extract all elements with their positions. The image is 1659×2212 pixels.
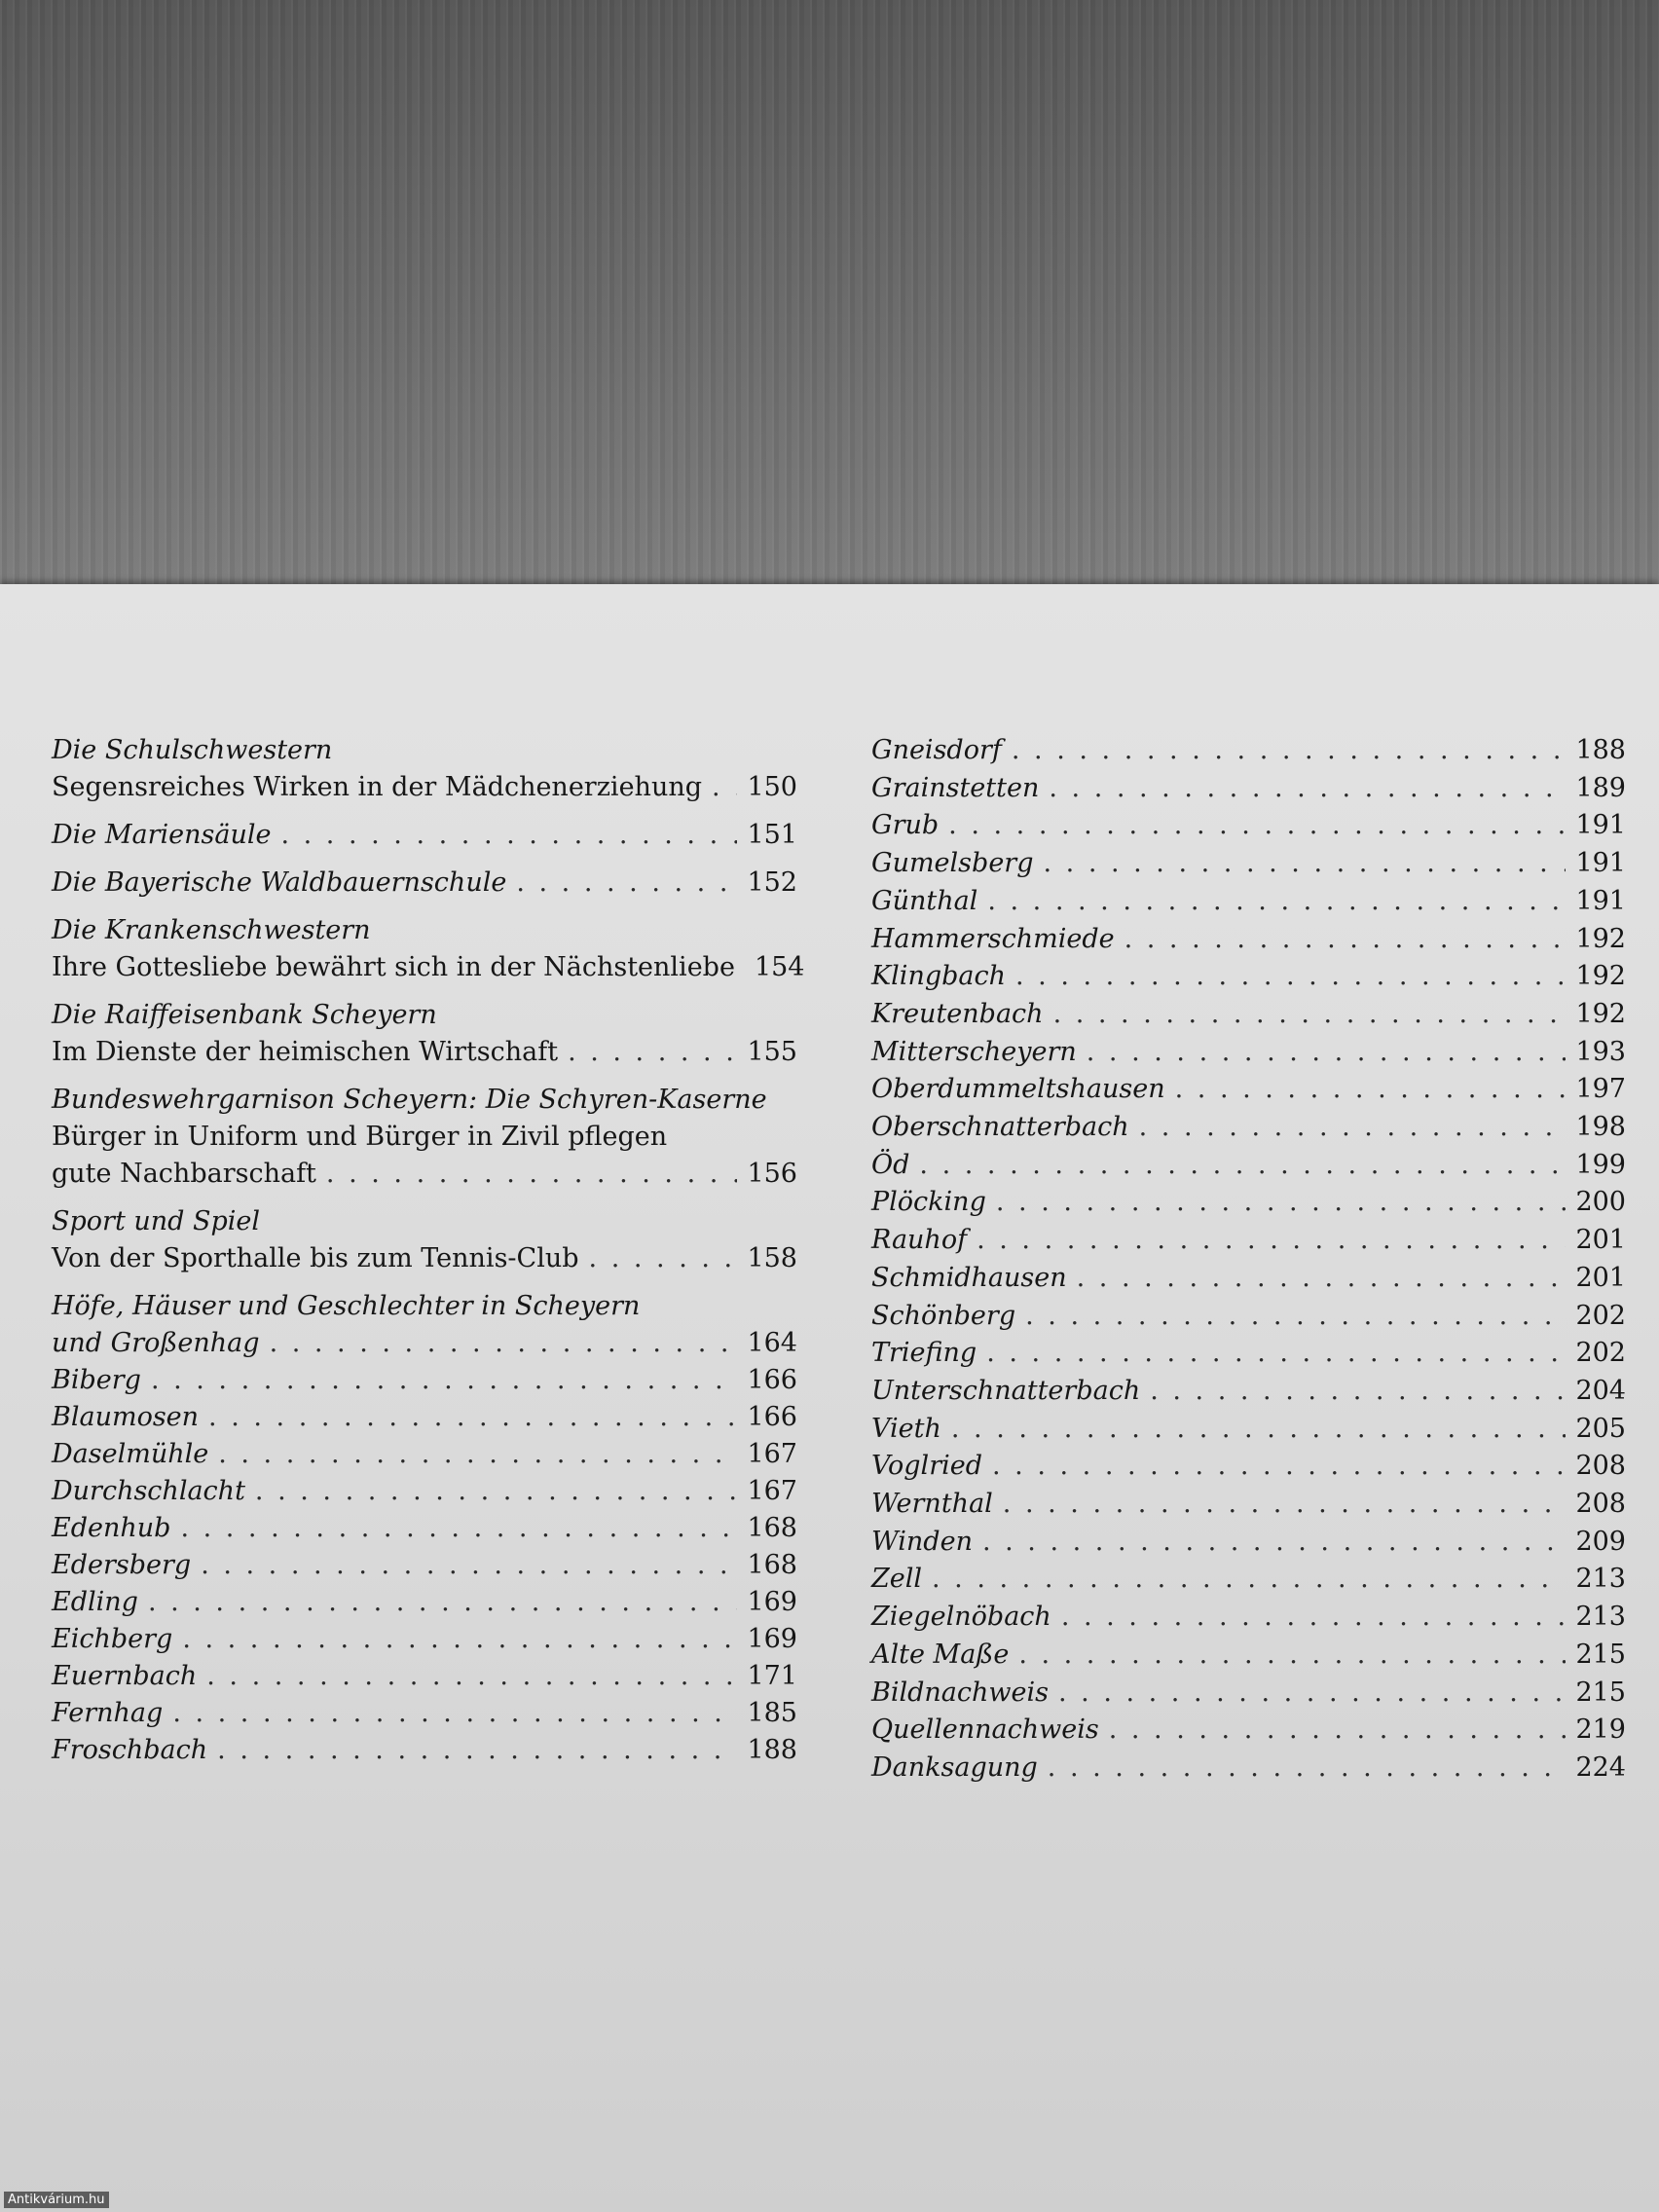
- entry-line: [871, 1448, 1626, 1486]
- toc-entry: [52, 817, 797, 854]
- dot-leader: [996, 1184, 1567, 1222]
- dot-leader: [270, 1325, 738, 1362]
- toc-entry: [871, 1561, 1626, 1599]
- entry-label: Zell: [871, 1564, 923, 1595]
- toc-entry: [52, 732, 797, 806]
- dot-leader: [1003, 1486, 1567, 1524]
- entry-line: [871, 1524, 1626, 1562]
- entry-label: Daselmühle: [52, 1439, 209, 1469]
- toc-entry: [871, 1712, 1626, 1750]
- entry-line: [871, 996, 1626, 1034]
- dot-leader: [218, 1436, 737, 1473]
- page-number: 215: [1575, 1677, 1626, 1708]
- entry-line: [52, 1325, 797, 1362]
- toc-entry: [871, 1524, 1626, 1562]
- page-number: 191: [1575, 810, 1626, 841]
- entry-line: [52, 1156, 797, 1193]
- toc-entry: [871, 807, 1626, 845]
- entry-label: Plöcking: [871, 1187, 986, 1218]
- entry-line: [52, 1732, 797, 1769]
- toc-entry: [871, 921, 1626, 959]
- entry-line: [52, 1399, 797, 1436]
- dot-leader: [987, 883, 1566, 921]
- entry-line: [871, 807, 1626, 845]
- entry-label: Edersberg: [52, 1550, 192, 1580]
- entry-label: Edenhub: [52, 1513, 171, 1543]
- page-number: 169: [747, 1587, 797, 1617]
- dot-leader: [172, 1695, 737, 1732]
- dot-leader: [1109, 1712, 1567, 1750]
- dot-leader: [1012, 732, 1567, 770]
- page-number: 213: [1575, 1602, 1626, 1633]
- page-number: 224: [1575, 1751, 1626, 1783]
- dot-leader: [1025, 1298, 1566, 1336]
- entry-line: [871, 1599, 1626, 1637]
- toc-entry: [871, 1411, 1626, 1449]
- entry-label: Froschbach: [52, 1735, 208, 1765]
- entry-line: [871, 770, 1626, 808]
- page-number: 166: [747, 1365, 797, 1395]
- page-number: 154: [754, 952, 805, 982]
- entry-label: Eichberg: [52, 1624, 173, 1654]
- toc-entry: [52, 1436, 797, 1473]
- toc-entry: [871, 1147, 1626, 1185]
- entry-label: Gneisdorf: [871, 735, 1002, 765]
- toc-entry: [871, 1222, 1626, 1260]
- toc-entry: [871, 1260, 1626, 1298]
- page-number: 192: [1575, 998, 1626, 1029]
- dot-leader: [977, 1222, 1566, 1260]
- entry-label: Günthal: [871, 885, 978, 916]
- toc-entry: [52, 1584, 797, 1621]
- entry-line: [871, 845, 1626, 883]
- entry-line: [871, 883, 1626, 921]
- toc-column-left: [52, 732, 805, 1769]
- dot-leader: [992, 1448, 1566, 1486]
- toc-entry: [871, 1750, 1626, 1788]
- entry-line: [52, 1034, 797, 1071]
- toc-entry: [52, 1399, 797, 1436]
- page-number: 156: [747, 1159, 797, 1189]
- entry-label: Oberschnatterbach: [871, 1112, 1129, 1143]
- page-number: 167: [747, 1439, 797, 1469]
- page-number: 213: [1575, 1564, 1626, 1595]
- page-number: 205: [1575, 1413, 1626, 1444]
- page-number: 155: [747, 1037, 797, 1067]
- entry-line: [871, 921, 1626, 959]
- toc-entry: [871, 1486, 1626, 1524]
- book-page: [0, 584, 1659, 2212]
- toc-entry: [52, 1658, 797, 1695]
- dot-leader: [982, 1524, 1567, 1562]
- entry-title: Höfe, Häuser und Geschlechter in Scheyern: [52, 1291, 641, 1321]
- page-number: 208: [1575, 1451, 1626, 1482]
- dot-leader: [206, 1658, 737, 1695]
- entry-label: Fernhag: [52, 1698, 164, 1728]
- entry-line: [871, 1411, 1626, 1449]
- entry-label: Winden: [871, 1526, 973, 1557]
- page-number: 166: [747, 1402, 797, 1432]
- entry-line: [52, 1695, 797, 1732]
- toc-entry: [871, 883, 1626, 921]
- entry-subtitle: Bürger in Uniform und Bürger in Zivil pflegen: [52, 1122, 668, 1152]
- toc-entry: [871, 1637, 1626, 1675]
- toc-entry: [52, 1547, 797, 1584]
- page-number: 200: [1575, 1187, 1626, 1218]
- entry-label: Öd: [871, 1149, 910, 1180]
- entry-label: Schmidhausen: [871, 1262, 1067, 1293]
- entry-line: [871, 732, 1626, 770]
- entry-line: [871, 1109, 1626, 1147]
- toc-entry: [52, 865, 797, 902]
- entry-label: Grainstetten: [871, 772, 1040, 803]
- dot-leader: [1049, 770, 1566, 808]
- entry-title: Sport und Spiel: [52, 1206, 261, 1236]
- entry-title: Bundeswehrgarnison Scheyern: Die Schyren-Kaserne: [52, 1085, 767, 1115]
- entry-line: [871, 958, 1626, 996]
- toc-entry: [871, 996, 1626, 1034]
- dot-leader: [182, 1621, 737, 1658]
- entry-label: Ihre Gottesliebe bewährt sich in der Nächstenliebe: [52, 952, 735, 982]
- entry-label: Die Mariensäule: [52, 820, 272, 850]
- toc-entry: [871, 1298, 1626, 1336]
- toc-entry: [871, 1373, 1626, 1411]
- entry-line: [52, 1658, 797, 1695]
- entry-label: Euernbach: [52, 1661, 198, 1691]
- dot-leader: [986, 1335, 1566, 1373]
- entry-label: Mitterscheyern: [871, 1036, 1077, 1067]
- dot-leader: [180, 1510, 737, 1547]
- dot-leader: [1018, 1637, 1566, 1675]
- entry-label: Blaumosen: [52, 1402, 200, 1432]
- page-number: 197: [1575, 1074, 1626, 1105]
- entry-label: Ziegelnöbach: [871, 1602, 1051, 1633]
- dot-leader: [148, 1584, 738, 1621]
- entry-label: Die Bayerische Waldbauernschule: [52, 867, 507, 898]
- page-number: 169: [747, 1624, 797, 1654]
- entry-line: [871, 1260, 1626, 1298]
- entry-line: [52, 1240, 797, 1277]
- toc-entry: [52, 1473, 797, 1510]
- dot-leader: [217, 1732, 737, 1769]
- dot-leader: [1043, 845, 1566, 883]
- entry-label: Kreutenbach: [871, 998, 1044, 1029]
- page-number: 158: [747, 1243, 797, 1273]
- entry-line: [871, 1561, 1626, 1599]
- toc-entry: [871, 1184, 1626, 1222]
- toc-entry: [871, 845, 1626, 883]
- entry-line: [871, 1637, 1626, 1675]
- entry-line: [52, 1621, 797, 1658]
- dot-leader: [280, 817, 737, 854]
- dot-leader: [568, 1034, 737, 1071]
- toc-entry: [52, 1510, 797, 1547]
- entry-line: [871, 1750, 1626, 1788]
- page-number: 150: [747, 772, 797, 802]
- entry-line: [52, 949, 805, 986]
- entry-label: Triefing: [871, 1338, 977, 1369]
- toc-entry: [52, 1288, 797, 1362]
- entry-line: [871, 1222, 1626, 1260]
- dot-leader: [201, 1547, 737, 1584]
- page-number: 192: [1575, 961, 1626, 992]
- page-number: 188: [1575, 735, 1626, 765]
- page-number: 171: [747, 1661, 797, 1691]
- toc-entry: [871, 732, 1626, 770]
- entry-line: [52, 1584, 797, 1621]
- entry-line: [871, 1335, 1626, 1373]
- entry-line: [871, 1712, 1626, 1750]
- dot-leader: [1150, 1373, 1566, 1411]
- page-number: 152: [747, 867, 797, 898]
- entry-line: [52, 1362, 797, 1399]
- page-number: 151: [747, 820, 797, 850]
- page-number: 168: [747, 1513, 797, 1543]
- entry-label: Bildnachweis: [871, 1677, 1049, 1708]
- toc-entry: [52, 1082, 797, 1193]
- entry-line: [871, 1373, 1626, 1411]
- entry-line: [52, 769, 797, 806]
- toc-entry: [871, 1599, 1626, 1637]
- entry-label: gute Nachbarschaft: [52, 1159, 316, 1189]
- entry-label: Oberdummeltshausen: [871, 1074, 1165, 1105]
- page-number: 164: [747, 1328, 797, 1358]
- dot-leader: [208, 1399, 737, 1436]
- page-number: 215: [1575, 1639, 1626, 1670]
- entry-line: [52, 1436, 797, 1473]
- entry-label: Schönberg: [871, 1300, 1016, 1331]
- page-number: 191: [1575, 885, 1626, 916]
- dot-leader: [1061, 1599, 1567, 1637]
- entry-label: Hammerschmiede: [871, 923, 1115, 954]
- entry-line: [871, 1034, 1626, 1072]
- dot-leader: [1087, 1034, 1567, 1072]
- entry-label: Gumelsberg: [871, 848, 1034, 879]
- dot-leader: [1175, 1071, 1567, 1109]
- page-number: 192: [1575, 923, 1626, 954]
- page-number: 188: [747, 1735, 797, 1765]
- entry-label: und Großenhag: [52, 1328, 260, 1358]
- dot-leader: [255, 1473, 738, 1510]
- toc-entry: [52, 997, 797, 1071]
- toc-entry: [871, 1675, 1626, 1713]
- page-number: 191: [1575, 848, 1626, 879]
- entry-line: [52, 1473, 797, 1510]
- entry-title: Die Krankenschwestern: [52, 915, 371, 945]
- toc-entry: [871, 958, 1626, 996]
- entry-label: Rauhof: [871, 1225, 968, 1256]
- page-number: 198: [1575, 1112, 1626, 1143]
- dot-leader: [712, 769, 737, 806]
- entry-line: [871, 1071, 1626, 1109]
- entry-line: [52, 1547, 797, 1584]
- dot-leader: [151, 1362, 738, 1399]
- entry-line: [871, 1486, 1626, 1524]
- entry-line: [871, 1298, 1626, 1336]
- dot-leader: [948, 807, 1566, 845]
- page-number: 202: [1575, 1338, 1626, 1369]
- toc-entry: [871, 1071, 1626, 1109]
- dot-leader: [1124, 921, 1567, 959]
- entry-line: [871, 1147, 1626, 1185]
- page-number: 189: [1575, 772, 1626, 803]
- background-surface: [0, 0, 1659, 589]
- toc-entry: [52, 1695, 797, 1732]
- toc-entry: [52, 912, 805, 986]
- entry-label: Unterschnatterbach: [871, 1375, 1141, 1406]
- entry-label: Danksagung: [871, 1751, 1038, 1783]
- entry-label: Durchschlacht: [52, 1476, 245, 1506]
- entry-label: Von der Sporthalle bis zum Tennis-Club: [52, 1243, 579, 1273]
- dot-leader: [326, 1156, 738, 1193]
- toc-entry: [871, 1034, 1626, 1072]
- dot-leader: [1058, 1675, 1566, 1713]
- page-number: 193: [1575, 1036, 1626, 1067]
- entry-label: Biberg: [52, 1365, 141, 1395]
- page-number: 208: [1575, 1489, 1626, 1520]
- dot-leader: [589, 1240, 738, 1277]
- watermark: Antikvárium.hu: [4, 2192, 109, 2208]
- page-number: 199: [1575, 1149, 1626, 1180]
- toc-entry: [52, 1732, 797, 1769]
- entry-line: [52, 817, 797, 854]
- page-number: 204: [1575, 1375, 1626, 1406]
- page-number: 185: [747, 1698, 797, 1728]
- entry-title: Die Schulschwestern: [52, 735, 333, 765]
- dot-leader: [932, 1561, 1566, 1599]
- entry-label: Klingbach: [871, 961, 1007, 992]
- dot-leader: [1139, 1109, 1567, 1147]
- dot-leader: [1048, 1750, 1567, 1788]
- entry-label: Wernthal: [871, 1489, 993, 1520]
- dot-leader: [919, 1147, 1566, 1185]
- page-number: 201: [1575, 1225, 1626, 1256]
- toc-column-right: [871, 732, 1626, 1788]
- entry-label: Grub: [871, 810, 940, 841]
- entry-label: Im Dienste der heimischen Wirtschaft: [52, 1037, 559, 1067]
- dot-leader: [1077, 1260, 1567, 1298]
- toc-entry: [871, 1448, 1626, 1486]
- toc-entry: [871, 1335, 1626, 1373]
- toc-entry: [52, 1621, 797, 1658]
- toc-entry: [52, 1203, 797, 1277]
- toc-entry: [871, 770, 1626, 808]
- entry-line: [52, 1510, 797, 1547]
- entry-label: Alte Maße: [871, 1639, 1010, 1670]
- dot-leader: [1053, 996, 1567, 1034]
- dot-leader: [1015, 958, 1566, 996]
- entry-label: Edling: [52, 1587, 138, 1617]
- entry-label: Vieth: [871, 1413, 941, 1444]
- entry-line: [52, 865, 797, 902]
- page-number: 202: [1575, 1300, 1626, 1331]
- toc-entry: [52, 1362, 797, 1399]
- entry-line: [871, 1675, 1626, 1713]
- page-number: 219: [1575, 1714, 1626, 1746]
- dot-leader: [516, 865, 737, 902]
- entry-title: Die Raiffeisenbank Scheyern: [52, 1000, 437, 1030]
- entry-line: [871, 1184, 1626, 1222]
- entry-label: Segensreiches Wirken in der Mädchenerziehung: [52, 772, 702, 802]
- page-number: 201: [1575, 1262, 1626, 1293]
- page-number: 167: [747, 1476, 797, 1506]
- toc-entry: [871, 1109, 1626, 1147]
- page-number: 209: [1575, 1526, 1626, 1557]
- entry-label: Quellennachweis: [871, 1714, 1099, 1746]
- dot-leader: [951, 1411, 1567, 1449]
- page-number: 168: [747, 1550, 797, 1580]
- entry-label: Voglried: [871, 1451, 982, 1482]
